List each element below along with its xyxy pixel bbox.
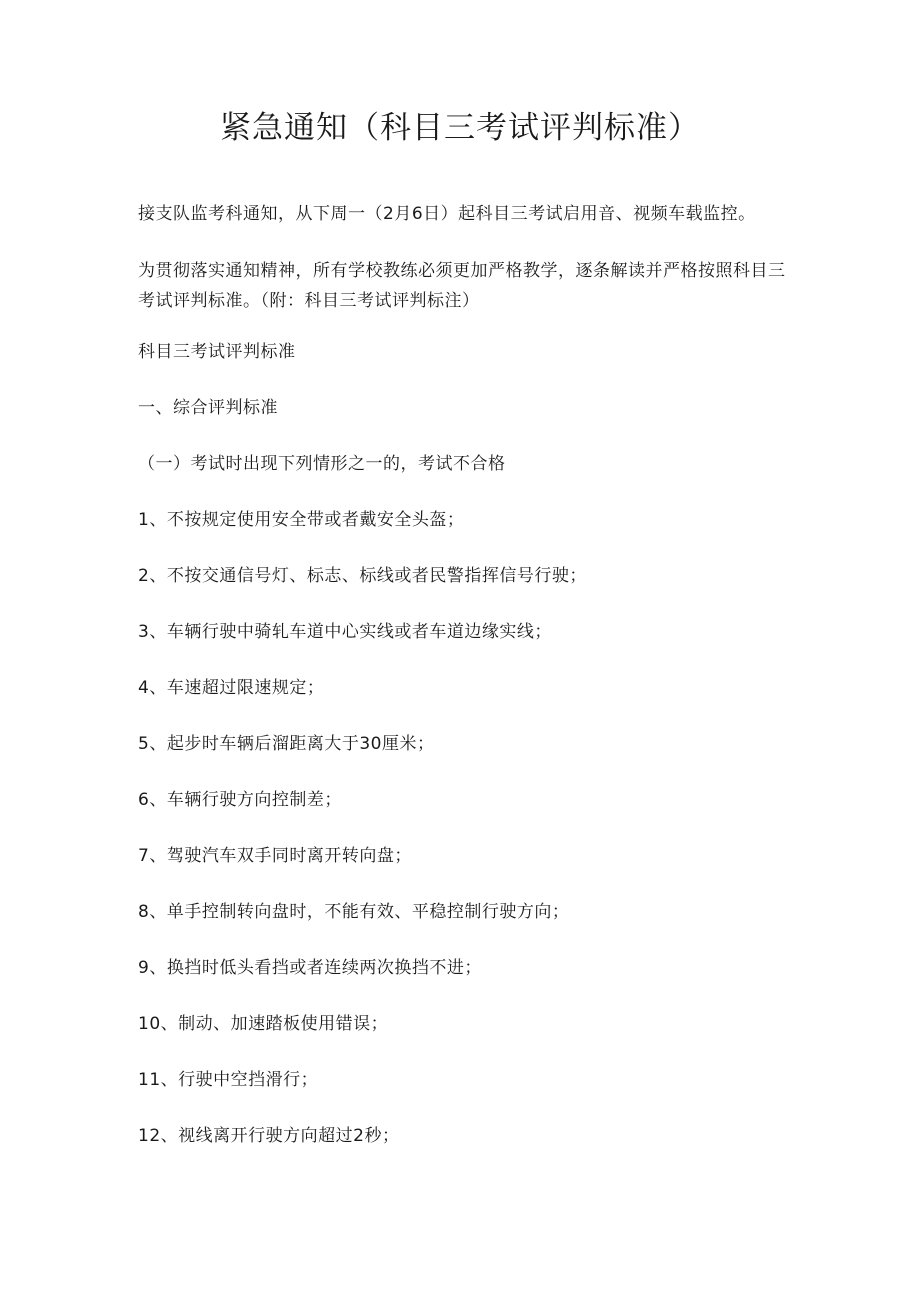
document-body [138,194,798,1172]
subsection-heading: 一、综合评判标准 [138,398,278,418]
list-item: 3、车辆行驶中骑轧车道中心实线或者车道边缘实线； [138,622,552,642]
list-item: 9、换挡时低头看挡或者连续两次换挡不进； [138,958,482,978]
criteria-list [138,500,798,1156]
list-item: 11、行驶中空挡滑行； [138,1070,319,1090]
list-item: 6、车辆行驶方向控制差； [138,790,342,810]
list-item: 1、不按规定使用安全带或者戴安全头盔； [138,510,465,530]
list-item: 8、单手控制转向盘时，不能有效、平稳控制行驶方向； [138,902,570,922]
list-item: 7、驾驶汽车双手同时离开转向盘； [138,846,412,866]
list-item: 10、制动、加速踏板使用错误； [138,1014,389,1034]
criteria-heading: （一）考试时出现下列情形之一的，考试不合格 [138,454,506,474]
notice-paragraph: 接支队监考科通知，从下周一（2月6日）起科目三考试启用音、视频车载监控。 [138,204,756,224]
instruction-paragraph: 为贯彻落实通知精神，所有学校教练必须更加严格教学，逐条解读并严格按照科目三考试评判标准。（附：科目三考试评判标注） [138,261,786,311]
list-item: 2、不按交通信号灯、标志、标线或者民警指挥信号行驶； [138,566,587,586]
list-item: 5、起步时车辆后溜距离大于30厘米； [138,734,435,754]
document-title: 紧急通知（科目三考试评判标准） [220,110,700,146]
section-heading: 科目三考试评判标准 [138,342,296,362]
list-item: 12、视线离开行驶方向超过2秒； [138,1126,400,1146]
list-item: 4、车速超过限速规定； [138,678,325,698]
